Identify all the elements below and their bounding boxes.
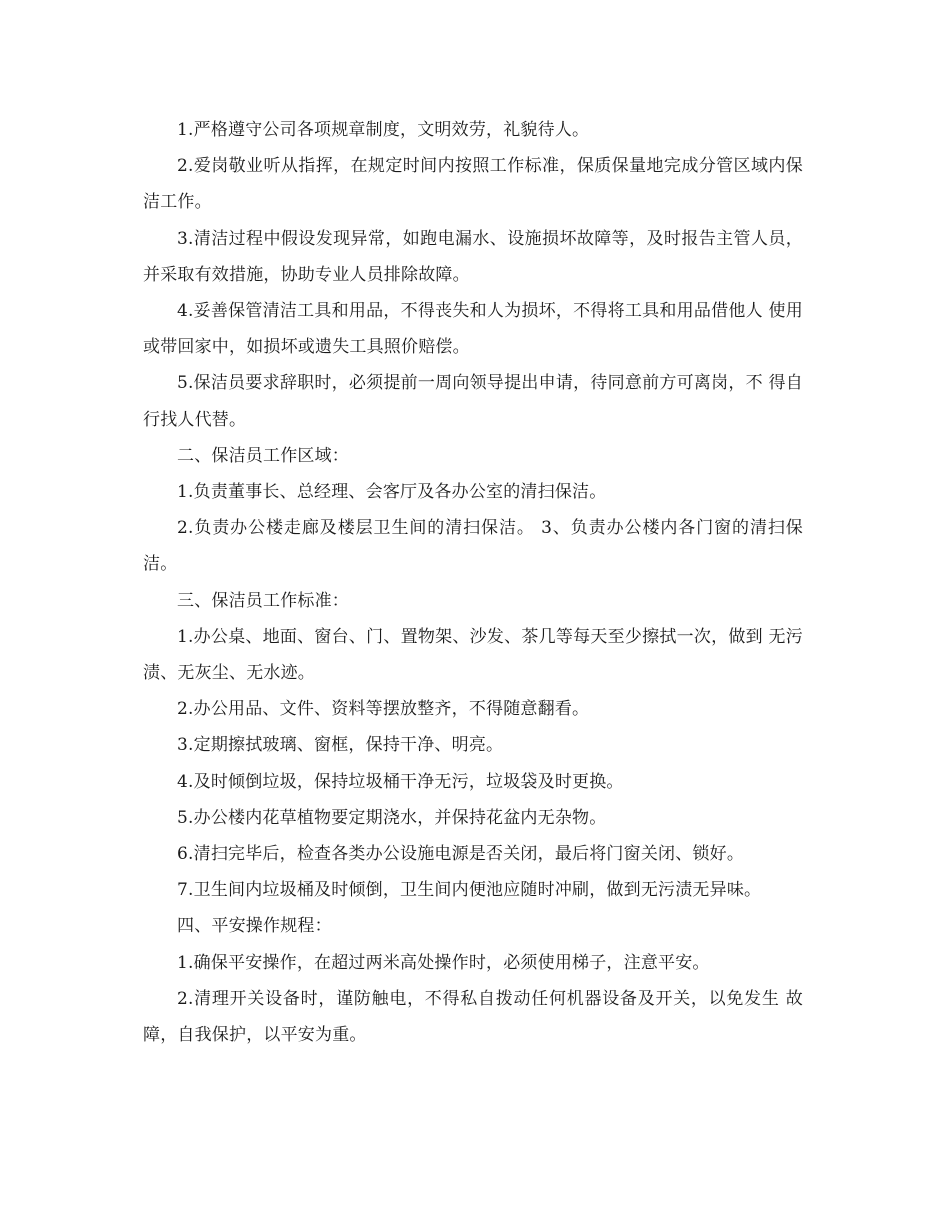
safety-item: 2.清理开关设备时，谨防触电，不得私自拨动任何机器设备及开关，以免发生 故障，自我保护，以平安为重。: [143, 988, 803, 1046]
work-standard-item: 3.定期擦拭玻璃、窗框，保持干净、明亮。: [177, 735, 504, 756]
section-heading-work-standard: 三、保洁员工作标准：: [177, 590, 349, 611]
section-heading-safety: 四、平安操作规程：: [177, 916, 332, 937]
work-standard-item: 5.办公楼内花草植物要定期浇水，并保持花盆内无杂物。: [177, 807, 607, 828]
work-standard-item: 2.办公用品、文件、资料等摆放整齐，不得随意翻看。: [177, 699, 590, 720]
work-standard-item: 4.及时倾倒垃圾，保持垃圾桶干净无污，垃圾袋及时更换。: [177, 771, 624, 792]
work-standard-item: 7.卫生间内垃圾桶及时倾倒，卫生间内便池应随时冲刷，做到无污渍无异味。: [177, 880, 762, 901]
rule-paragraph: 5.保洁员要求辞职时，必须提前一周向领导提出申请，待同意前方可离岗，不 得自行找人代替。: [143, 373, 803, 430]
rule-paragraph: 1.严格遵守公司各项规章制度，文明效劳，礼貌待人。: [177, 120, 590, 140]
document-body: [143, 112, 803, 1053]
work-standard-item: 6.清扫完毕后，检查各类办公设施电源是否关闭，最后将门窗关闭、锁好。: [177, 844, 745, 865]
section-heading-work-area: 二、保洁员工作区域：: [177, 445, 349, 466]
work-area-item: 1.负责董事长、总经理、会客厅及各办公室的清扫保洁。: [177, 482, 607, 503]
safety-item: 1.确保平安操作，在超过两米高处操作时，必须使用梯子，注意平安。: [177, 952, 710, 973]
rule-paragraph: 4.妥善保管清洁工具和用品，不得丧失和人为损坏，不得将工具和用品借他人 使用或带回家中，如损坏或遗失工具照价赔偿。: [143, 301, 803, 358]
work-standard-item: 1.办公桌、地面、窗台、门、置物架、沙发、茶几等每天至少擦拭一次，做到 无污渍、无灰尘、无水迹。: [143, 626, 803, 684]
work-area-item: 2.负责办公楼走廊及楼层卫生间的清扫保洁。 3、负责办公楼内各门窗的清扫保洁。: [143, 518, 803, 575]
rule-paragraph: 3.清洁过程中假设发现异常，如跑电漏水、设施损坏故障等，及时报告主管人员， 并采取有效措施，协助专业人员排除故障。: [143, 228, 803, 285]
rule-paragraph: 2.爱岗敬业听从指挥，在规定时间内按照工作标准，保质保量地完成分管区域内保洁工作。: [143, 156, 803, 213]
